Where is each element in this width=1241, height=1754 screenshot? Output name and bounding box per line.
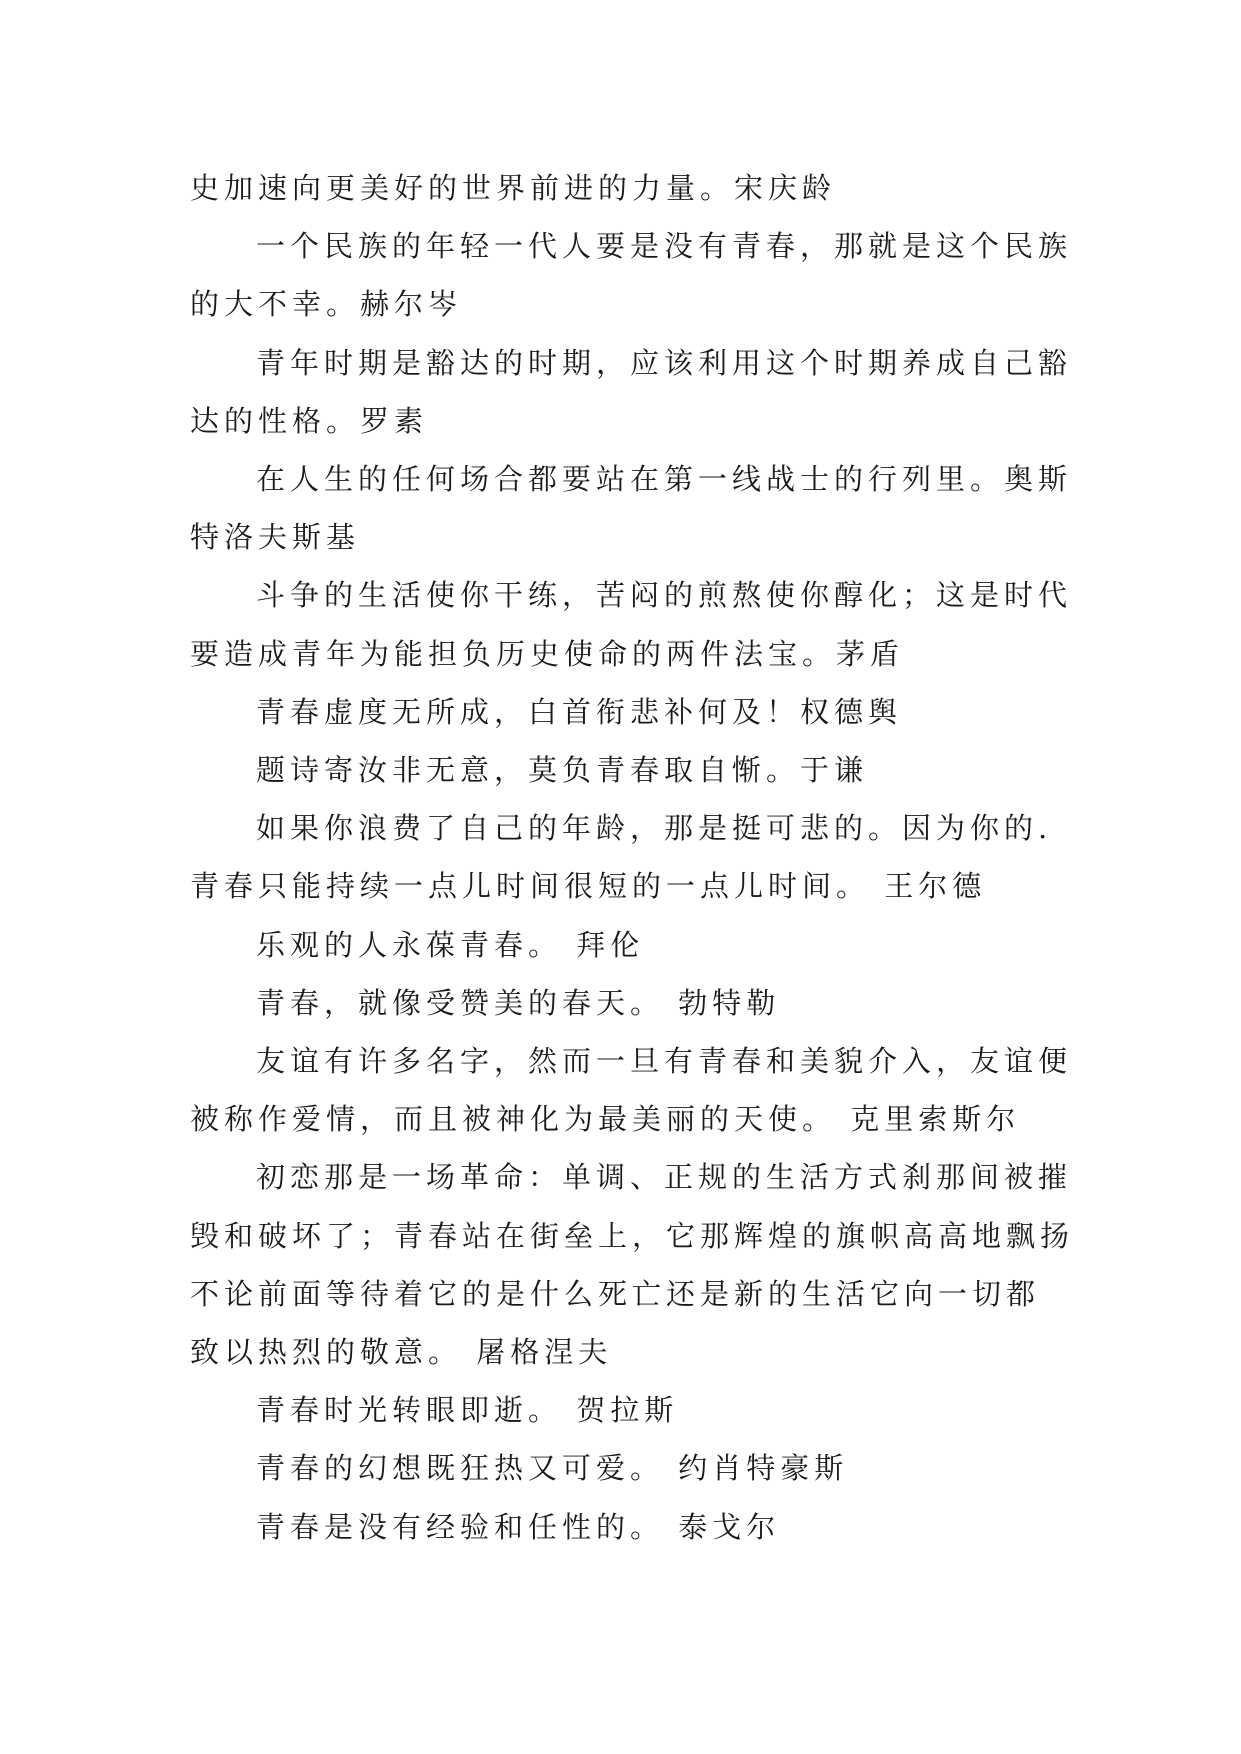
paragraph: [190, 159, 1060, 217]
text-line: 青年时期是豁达的时期，应该利用这个时期养成自己豁: [256, 345, 1073, 380]
text-line: 如果你浪费了自己的年龄，那是挺可悲的。因为你的.: [256, 811, 1053, 846]
text-line: 青春，就像受赞美的春天。 勃特勒: [256, 985, 781, 1020]
paragraph: [190, 1381, 1060, 1439]
text-line: 友谊有许多名字，然而一旦有青春和美貌介入，友谊便: [256, 1044, 1073, 1079]
paragraph: [190, 450, 1073, 566]
paragraph: [190, 334, 1073, 450]
paragraph: [190, 217, 1073, 333]
text-line: 青春虚度无所成，白首衔悲补何及！权德舆: [256, 694, 903, 729]
text-line: 达的性格。罗素: [190, 403, 429, 438]
paragraph: [190, 916, 1060, 974]
text-line: 不论前面等待着它的是什么死亡还是新的生活它向一切都: [190, 1276, 1041, 1311]
text-line: 致以热烈的敬意。 屠格涅夫: [190, 1335, 613, 1370]
text-line: 初恋那是一场革命：单调、正规的生活方式刹那间被摧: [256, 1160, 1073, 1195]
text-line: 青春时光转眼即逝。 贺拉斯: [256, 1393, 679, 1428]
text-line: 史加速向更美好的世界前进的力量。宋庆龄: [190, 171, 837, 205]
paragraph: [190, 799, 1060, 915]
text-line: 题诗寄汝非无意，莫负青春取自惭。于谦: [256, 753, 869, 788]
paragraph: [190, 974, 1060, 1032]
text-line: 斗争的生活使你干练，苦闷的煎熬使你醇化；这是时代: [256, 578, 1073, 613]
text-line: 乐观的人永葆青春。 拜伦: [256, 927, 645, 962]
paragraph: [190, 1148, 1075, 1381]
paragraph: [190, 1498, 1060, 1556]
text-line: 青春是没有经验和任性的。 泰戈尔: [256, 1509, 781, 1544]
text-line: 在人生的任何场合都要站在第一线战士的行列里。奥斯: [256, 462, 1073, 497]
paragraph: [190, 1032, 1073, 1148]
paragraph: [190, 1439, 1060, 1497]
document-body: [190, 159, 1075, 1556]
text-line: 要造成青年为能担负历史使命的两件法宝。茅盾: [190, 636, 905, 671]
text-line: 被称作爱情，而且被神化为最美丽的天使。 克里索斯尔: [190, 1102, 1021, 1137]
text-line: 青春的幻想既狂热又可爱。 约肖特豪斯: [256, 1451, 849, 1486]
text-line: 的大不幸。赫尔岑: [190, 287, 463, 322]
text-line: 毁和破坏了；青春站在街垒上，它那辉煌的旗帜高高地飘扬: [190, 1218, 1075, 1253]
paragraph: [190, 683, 1060, 741]
text-line: 特洛夫斯基: [190, 520, 361, 555]
text-line: 青春只能持续一点儿时间很短的一点儿时间。 王尔德: [190, 869, 987, 904]
paragraph: [190, 566, 1073, 682]
paragraph: [190, 741, 1060, 799]
text-line: 一个民族的年轻一代人要是没有青春，那就是这个民族: [256, 229, 1073, 264]
